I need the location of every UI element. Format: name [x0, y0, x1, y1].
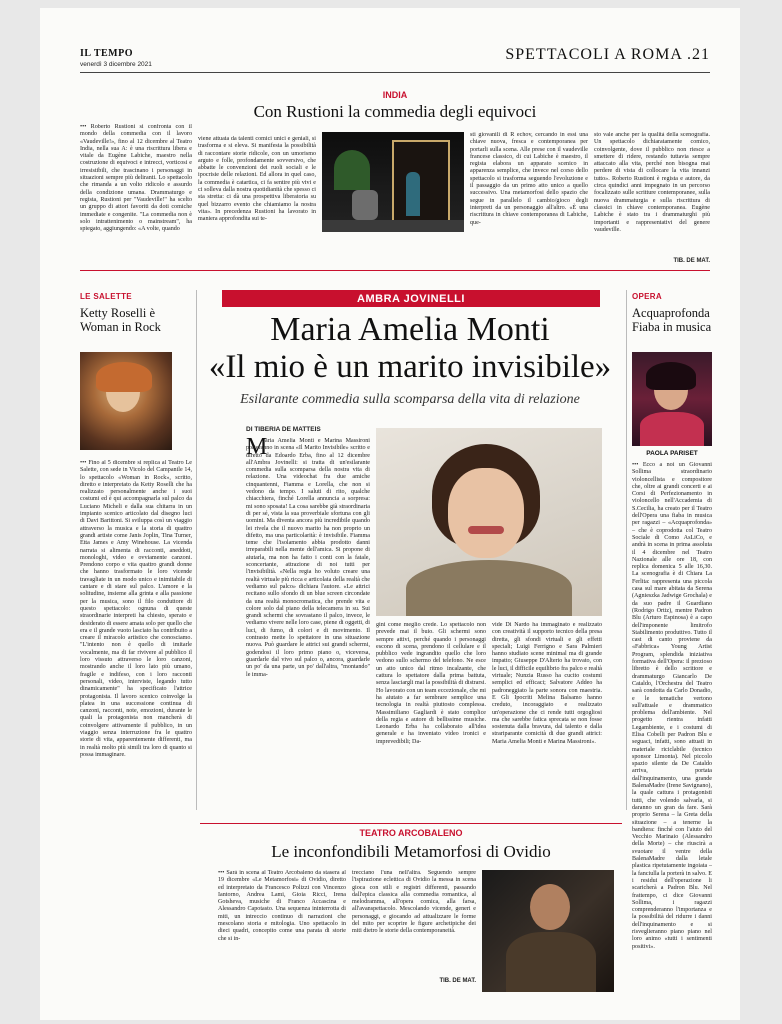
salette-body: ••• Fino al 5 dicembre si replica al Teatro Le Salette, con sede in Vicolo del Campanile 14, lo spettacolo «Woman in Rock», scritto, diretto e interpretato da Ketty Roselli che ha realizzato personalmente anche i suoi costumi ed è qui accompagnarla sul palco da Luciano Micheli e dalla sua chitarra in un impianto scenico articolato dal disegno luci di Davi Barittoni. Si sviluppa così un viaggio attraverso la musica e la storia di quattro grandi artiste come Janis Joplin, Tina Turner, Etta James e Amy Winehouse. La vicenda narrata si alimenta di racconti, aneddoti, monologhi, video e ovviamente canzoni. Prendono corpo e vita quattro grandi donne che hanno trasformato le loro vicende travagliate in un modo unico e inimitabile di cantare e di stare sul palco. L'amore e la solitudine, insieme alla grinta e alla passione per la musica, sono il filo conduttore di questo spettacolo: ognuna di queste straordinarie interpreti ha chiesto, sperato e desiderato di essere amata solo per quello che era e il grande vuoto lasciato ha contribuito a creare il miracolo artistico che conosciamo. "L'intento non è quello di imitarle vocalmente, ma di far rivivere al pubblico il loro vissuto attraverso le loro canzoni, mostrando anche il loro lato più umano, fragile e indifeso, con i loro racconti personali, video, interviste, legando tutto dinamicamente" ha specificato l'attrice protagonista. Il lavoro scenico coinvolge la platea in una successione continua di canzoni, racconti, note, emozioni, durante le quali la protagonista non mancherà di coinvolgere attivamente il pubblico, in un viaggio senza interruzione fra le quattro storie di vita, apparentemente differenti, ma in realtà molto più simili tra loro di quanto si possa immaginare.: [80, 460, 192, 758]
opera-title: Acquaprofonda Fiaba in musica: [632, 306, 712, 334]
jovinelli-col-3: vide Di Nardo ha immaginato e realizzato con creatività il supporto tecnico della presa diretta, gli sfondi virtuali e gli effetti speciali; Luigi Ferrigno e Sara Palmieri hanno studiato scene minimal ma di grande impatto; Giuseppe D'Alterio ha trovato, con le luci, il difficile equilibrio fra palco e realtà virtuale; Nunzia Russo ha cucito costumi semplici ed efficaci; Salvatore Addeo ha padroneggiato la parte sonora con maestria. E Gli Ipocriti Melina Balsamo hanno creduto, incoraggiato e realizzato un'operazione che ci rende tutti orgogliosi ma che sarebbe fatica sprecata se non fosse sostenuta dalla bravura, dal talento e dalla strariparante comicità di due grandi attrici: Maria Amelia Monti e Marina Massironi».: [492, 622, 602, 745]
byline-prefix: DI: [246, 426, 253, 433]
masthead-rule: [80, 72, 710, 73]
issue-date: venerdì 3 dicembre 2021: [80, 61, 152, 68]
india-bottom-rule: [80, 270, 710, 271]
salette-title: Ketty Roselli è Woman in Rock: [80, 306, 161, 334]
dropcap-letter: M: [246, 434, 268, 460]
right-column-divider: [626, 290, 627, 810]
salette-photo: [80, 352, 172, 450]
jovinelli-subhead: Esilarante commedia sulla scomparsa della vita di relazione: [240, 392, 580, 407]
india-col-4: sto vale anche per la qualità della scenografia. Un spettacolo dichiaratamente comico, coinvolgente, dove il pubblico non riesce a smettere di ridere, restando tuttavia sempre attaccato alla vita, perché non bisogna mai perdere di vista di collocare la vita innanzi tutto». Roberto Rustioni è regista e autore, da circa quindici anni impegnato in un percorso focalizzato sulle scritture contemporanee, sulla nuova drammaturgia e sulla riscrittura di classici in chiave contemporanea. Eugène Labiche è stato tra i drammaturghi più importanti e rappresentativi del genere vaudeville.: [594, 132, 710, 233]
jovinelli-portrait: [376, 428, 602, 616]
arcobaleno-photo: [482, 870, 614, 992]
jovinelli-kicker: AMBRA JOVINELLI: [357, 293, 465, 305]
arcobaleno-kicker: TEATRO ARCOBALENO: [359, 828, 463, 838]
byline-author: TIBERIA DE MATTEIS: [254, 426, 321, 433]
india-kicker: INDIA: [382, 90, 408, 100]
jovinelli-col-2: gini come meglio crede. Lo spettacolo non prevede mai il buio. Gli schermi sono sempre attivi, perché quando i personaggi escono di scena, prendono il cellulare e il pubblico vede ingrandito quello che loro vedono sullo schermo del telefono. Ne esce un atto unico dal ritmo incalzante, che cattura lo spettatore dalla prima battuta, senza lasciargli mai la possibilità di distrarsi. Ho lavorato con un team eccezionale, che mi ha aiutato a far sembrare semplice una tecnologia in realtà piuttosto complessa. Massimiliano Gagliardi è stato complice della regia e autore di bellissime musiche. Leonardo Erba ha collaborato all'idea generale e ha inventato video ironici e imprevedibili; Da-: [376, 622, 486, 745]
salette-rubric: LE SALETTE: [80, 292, 132, 301]
india-col-3: sti giovanili di R echov, cercando in essi una chiave nuova, fresca e contemporanea per portarli sulla scena. Alle prese con il vaudeville francese classico, di cui Labiche è maestro, il regista elabora un apparato scenico in apparenza semplice, che invece nel corso dello spettacolo si trasforma seguendo l'evoluzione e il passaggio da un primo atto unico a quello successivo. Una metamorfosi dello spazio che segue in parallelo il cambio/gioco degli interpreti da un personaggio all'altro. «È una riscrittura in chiave contemporanea di Labiche, que-: [470, 132, 588, 226]
logo: IL TEMPO: [80, 48, 133, 59]
opera-body: ••• Ecco a noi un Giovanni Sollima straordinario violoncellista e compositore che, oltre ai grandi concerti e ai Corsi di Perfezionamento in violoncello nell'Accademia di S.Cecilia, ha creato per il Teatro dell'Opera una fiaba in musica per ragazzi – «Acquaprofonda» – che è coprodotta col Teatro Sociale di Como AsLiCo, e andrà in scena in prima assoluta il 4 dicembre nel Teatro Nazionale alle ore 18, con replica domenica 5 alle 16,30. La scenografia è di Chiara La Ferlita: rappresenta una piccola casa sul mare abitata da Serena (Agnieszka Jadwige Grochala) e da suo padre il Guardiano (Rodrigo Ortiz), mentre Padron Blu (Arturo Espinosa) è a capo dell'imponente limitrofo Stabilimento produttivo. Tutto il cast di canto proviene da «Fabbrica» Young Artist Program, splendida iniziativa formativa dell'Opera: il prezioso libretto è dello scrittore e drammaturgo Giancarlo De Cataldo, l'Orchestra del Teatro sarà condotta da Carlo Donadio, e le tematiche vertono sull'attuale e drammatico problema dell'ambiente. Nel progetto rientra infatti Legambiente, e i costumi di Elisa Cobelli per Padron Blu e seguaci, infatti, sono attuati in materiale riciclabile (tecnico sponsor Limonta). Nel piccolo spazio silente da De Cataldo arriva, portata dall'inquinamento, una grande BalenaMadre (Irene Savignano), la quale cattura i protagonisti tutti, che volendo salvarla, si daranno un gran da fare. Sarà proprio Serena – la Greta della situazione – a tenerne la bandiera: finché con l'aiuto del Vecchio Marinaio (Alessandro della Morte) – che riuscirà a svuotare il ventre della BalenaMadre dalla letale plastica ripetutamente ingoiata – la fanciulla la porterà in salvo. E i residui dell'operazione li scaricherà a Padron Blu. Nel frattempo, ci dice Giovanni Sollima, i ragazzi comprenderanno l'importanza e la possibilità del ridurre i danni dell'inquinamento e si risveglieranno piano piano nel loro animo «tutti i sentimenti positivi».: [632, 462, 712, 950]
arcobaleno-top-rule: [200, 823, 622, 824]
india-headline: Con Rustioni la commedia degli equivoci: [253, 102, 537, 121]
newspaper-page: [40, 8, 740, 1020]
jovinelli-headline-1: Maria Amelia Monti: [270, 311, 550, 348]
arcobaleno-col-1: ••• Sarà in scena al Teatro Arcobaleno da stasera al 19 dicembre «Le Metamorfosi» di Ovidio, diretto ed interpretato da Francesco Polizzi con Vincenzo Iantorno, Andrea Lami, Gioia Ricci, Irena Gotsheva, musiche di Franco Accascina e Alessandro Capotasto. Una sequenza ininterrotta di miti, un intreccio continuo di narrazioni che mescolano storia e mitologia. Uno spettacolo in dieci quadri, concepito come una parata di storie che si in-: [218, 870, 346, 942]
jovinelli-col-1: aria Amelia Monti e Marina Massironi porteranno in scena «Il Marito Invisibile» scritto e diretto da Edoardo Erba, fino al 12 dicembre all'Ambra Jovinelli: si tratta di un'esilarante commedia sulla scomparsa della nostra vita di relazione. Una videochat fra due amiche cinquantenni, Fiamma e Lorella, che non si vedono da tempo. I saluti di rito, qualche chiacchiera, finché Lorella annuncia a sorpresa: mi sono sposata! La cosa sarebbe già straordinaria di per sé, vista la sua proverbiale sfortuna con gli uomini. Ma diventa ancora più incredibile quando lei rivela che il nuovo marito ha non proprio un difetto, ma una particolarità: è invisibile. Fiamma teme che l'isolamento abbia prodotto danni irreparabili nella mente dell'amica. Si propone di aiutarla, ma non ha fatto i conti con la fatale, sconcertante, attrazione di noi tutti per l'invisibilità. «Nella regia ho voluto creare una realtà virtuale più ricca e articolata della realtà che vediamo sul palco» dichiara l'autore. «Le attrici recitano sullo sfondo di un blue screen circondate da una realtà monocromatica, che prende vita e colore solo dal piano della telecamera in su. Sui grandi schermi che sovrastano il palco, invece, le vediamo vivere nelle loro case, piene di oggetti, di luci, di fumo, di colori e di movimento. Il contrasto mette lo spettatore in una situazione nuova. Può guardare le attrici sui grandi schermi, godendosi il loro primo piano o, viceversa, guardarle dal vivo sul palco o, ancora, guardarle un po' da una parte, un po' dall'altra, "montando" le imma-: [246, 438, 370, 678]
opera-photo: [632, 352, 712, 446]
india-stage-photo: [322, 132, 464, 232]
india-col-1: ••• Roberto Rustioni si confronta con il mondo della commedia con il lavoro «Vaudeville!», fino al 12 dicembre al Teatro India, nella sua A: è una riscrittura libera e vitale da Eugène Labiche, maestro nella costruzione di equivoci e intrecci, vorticosi e irresistibili, che trascinano i personaggi in situazioni sempre più deliranti. Lo spettacolo che rimanda a un volto ridicolo e assurdo della condizione umana. Drammaturgo e regista, Rustioni per "Vaudeville!" ha scelto un gruppo di attori favoriti da doti comiche immediate e congenite. "La commedia non è solo intrattenimento o mainstream", ha spiegato, aggiungendo: «A volte, quando: [80, 124, 192, 233]
jovinelli-byline: [246, 426, 321, 433]
arcobaleno-headline: Le inconfondibili Metamorfosi di Ovidio: [271, 842, 551, 861]
opera-caption: PAOLA PARISET: [646, 450, 698, 457]
opera-rubric: OPERA: [632, 292, 662, 301]
section-title: SPETTACOLI A ROMA .21: [505, 46, 710, 63]
india-col-2: viene attuata da talenti comici unici e geniali, si trasforma e si eleva. Si manifesta la possibilità di raccontare storie ridicole, con un umorismo arguto e folle, profondamente sovversivo, che abbatte le convenzioni dei ruoli sociali e le ipocrisie delle relazioni. Ed allora in quel caso, la commedia è catartica, ci fa sentire più vivi e ci solleva dalla nostra quotidianità che spesso ci sta stretta: ci dà una prospettiva liberatoria su quel bizzarro evento che chiamiamo la nostra vita». In precedenza Rustioni ha lavorato in maniera approfondita sui te-: [198, 136, 316, 223]
arcobaleno-signature: TIB. DE MAT.: [439, 978, 476, 984]
left-column-divider: [196, 290, 197, 810]
arcobaleno-col-2: trecciano l'una nell'altra. Seguendo sempre l'ispirazione eclettica di Ovidio la messa in scena gioca con stili e registri differenti, passando dall'epica classica alla commedia romantica, al melodramma, all'opera comica, alla farsa, all'avanspettacolo. Mescolando vicende, generi e personaggi, e giocando ad attualizzare le forme del mito per scoprire le figure archetipiche dei miti dietro le storie della contemporaneità.: [352, 870, 476, 935]
india-signature: TIB. DE MAT.: [673, 258, 710, 264]
jovinelli-headline-2: «Il mio è un marito invisibile»: [208, 349, 612, 385]
